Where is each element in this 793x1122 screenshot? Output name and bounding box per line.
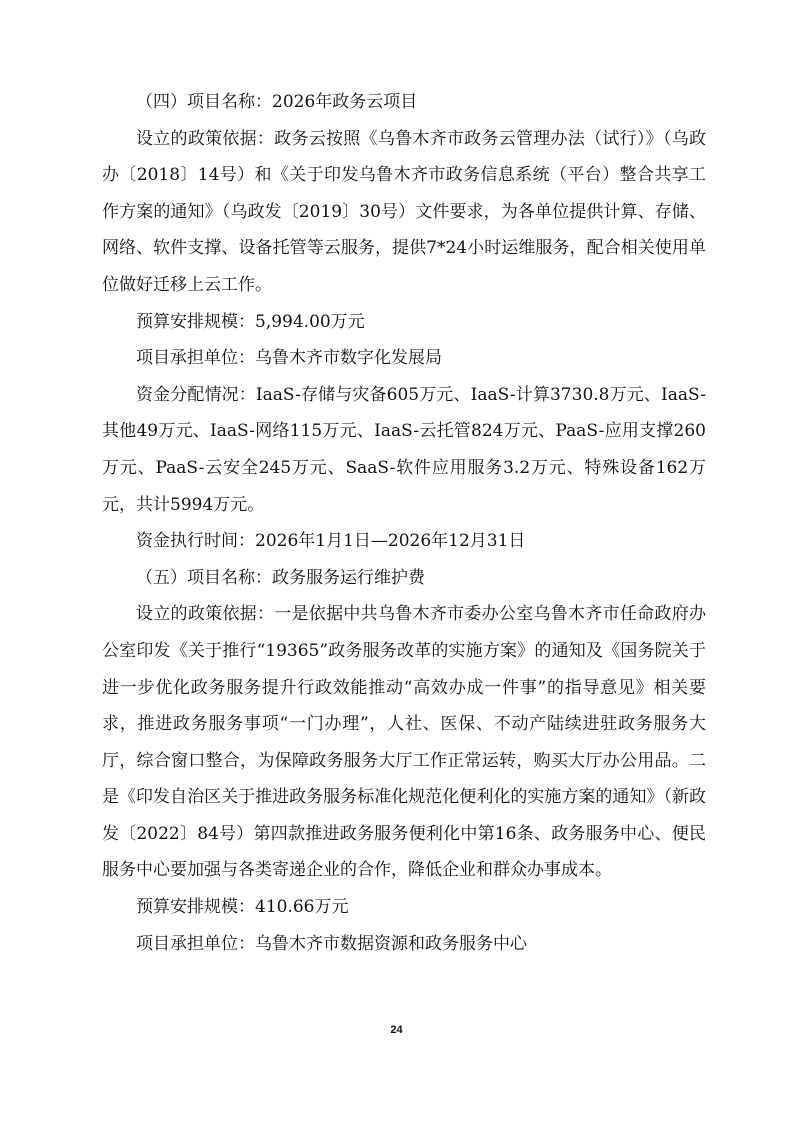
project-5-title: （五）项目名称：政务服务运行维护费 xyxy=(136,567,425,588)
project-4-fund-allocation: 资金分配情况：IaaS-存储与灾备605万元、IaaS-计算3730.8万元、IaaS-其他49万元、IaaS-网络115万元、IaaS-云托管824万元、PaaS-应用支撑260万元、PaaS-云安全245万元、SaaS-软件应用服务3.2万元、特殊设备162万元，共计5994万元。 xyxy=(102,384,706,515)
project-5-responsible-unit: 项目承担单位：乌鲁木齐市数据资源和政务服务中心 xyxy=(136,933,527,954)
project-5-budget: 预算安排规模：410.66万元 xyxy=(136,897,349,918)
document-body xyxy=(102,84,706,962)
project-4-title: （四）项目名称：2026年政务云项目 xyxy=(136,92,418,112)
project-4-responsible-unit: 项目承担单位：乌鲁木齐市数字化发展局 xyxy=(136,348,442,369)
project-4-budget: 预算安排规模：5,994.00万元 xyxy=(136,311,365,332)
project-4-execution-period: 资金执行时间：2026年1月1日—2026年12月31日 xyxy=(136,531,526,552)
project-5-policy-basis: 设立的政策依据：一是依据中共乌鲁木齐市委办公室乌鲁木齐市任命政府办公室印发《关于推行“19365”政务服务改革的实施方案》的通知及《国务院关于进一步优化政务服务提升行政效能推动“高效办成一件事”的指导意见》相关要求，推进政务服务事项“一门办理”，人社、医保、不动产陆续进驻政务服务大厅，综合窗口整合，为保障政务服务大厅工作正常运转，购买大厅办公用品。二是《印发自治区关于推进政务服务标准化规范化便利化的实施方案的通知》（新政发〔2022〕84号）第四款推进政务服务便利化中第16条、政务服务中心、便民服务中心要加强与各类寄递企业的合作，降低企业和群众办事成本。 xyxy=(102,604,706,881)
page-number: 24 xyxy=(390,1024,403,1036)
project-4-policy-basis: 设立的政策依据：政务云按照《乌鲁木齐市政务云管理办法（试行）》（乌政办〔2018〕14号）和《关于印发乌鲁木齐市政务信息系统（平台）整合共享工作方案的通知》（乌政发〔2019〕30号）文件要求，为各单位提供计算、存储、网络、软件支撑、设备托管等云服务，提供7*24小时运维服务，配合相关使用单位做好迁移上云工作。 xyxy=(102,128,706,295)
